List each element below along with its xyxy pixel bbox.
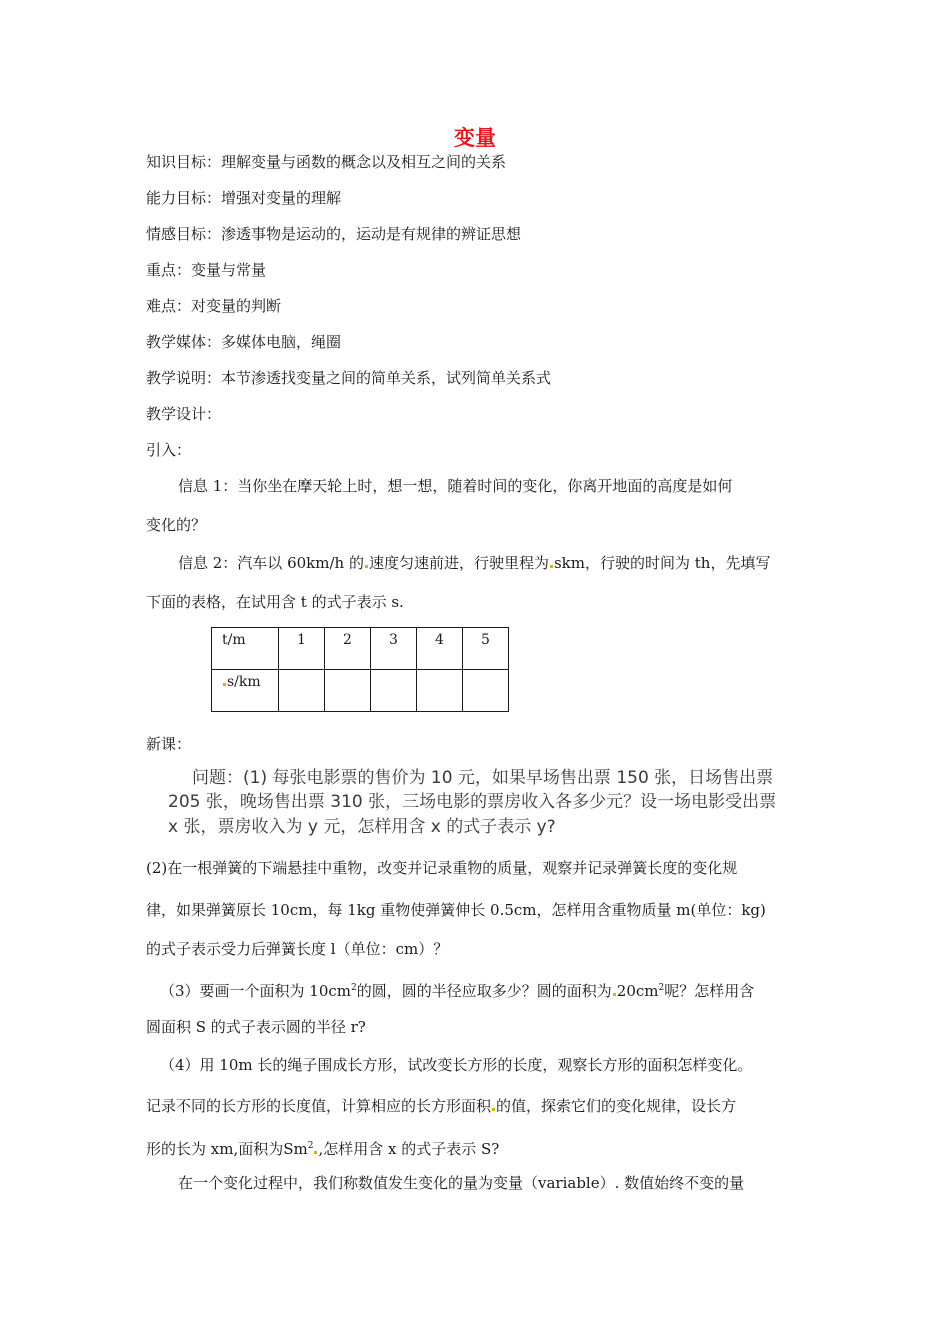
problem1-line2: 205 张，晚场售出票 310 张，三场电影的票房收入各多少元？设一场电影受出票 [168,792,777,812]
problem2-line3: 的式子表示受力后弹簧长度 l（单位：cm）？ [146,940,449,958]
info2-line1 [178,553,770,573]
table-cell [417,670,463,712]
goal-emotion: 情感目标：渗透事物是运动的，运动是有规律的辨证思想 [146,225,522,243]
problem3-line1 [160,978,754,1001]
goal-ability: 能力目标：增强对变量的理解 [146,189,342,207]
table-cell [279,670,325,712]
teaching-media: 教学媒体：多媒体电脑，绳圈 [146,333,342,351]
problem3-text-b: 的圆，圆的半径应取多少？圆的面积为 [356,982,612,1000]
marker-dot [613,993,616,996]
superscript-2: 2 [658,983,665,993]
goal-knowledge: 知识目标：理解变量与函数的概念以及相互之间的关系 [146,153,507,171]
problem4-line2 [146,1096,736,1116]
distance-table [211,627,509,712]
problem4-text-b: Sm [283,1140,308,1158]
problem3-text-c: 20cm [616,982,659,1000]
info2-text-b: 速度匀速前进，行驶里程为 [368,554,549,572]
problem4-text-b: 的值，探索它们的变化规律，设长方 [496,1097,737,1115]
problem4-text-a: 记录不同的长方形的长度值，计算相应的长方形面积 [146,1097,492,1115]
problem3-text-a: （3）要画一个面积为 10cm [160,982,352,1000]
marker-dot [550,565,553,568]
marker-dot [492,1108,495,1111]
marker-dot [365,565,368,568]
superscript-2: 2 [351,983,357,993]
problem4-text-c: ,怎样用含 x 的式子表示 S? [318,1140,500,1158]
problem1-line1: 问题：(1) 每张电影票的售价为 10 元，如果早场售出票 150 张，日场售出票 [192,768,774,788]
table-cell [325,670,371,712]
difficult-point: 难点：对变量的判断 [146,297,282,315]
table-col-5: 5 [463,628,509,670]
table-col-4: 4 [417,628,463,670]
introduction-heading: 引入： [146,441,192,459]
marker-dot [223,683,226,686]
problem4-text-a: 形的长为 xm,面积为 [146,1140,284,1158]
table-cell [463,670,509,712]
info2-text-c: skm，行驶的时间为 th，先填写 [553,554,771,572]
table-col-1: 1 [279,628,325,670]
teaching-design: 教学设计： [146,405,222,423]
info1-line1: 信息 1：当你坐在摩天轮上时，想一想，随着时间的变化，你离开地面的高度是如何 [178,477,733,495]
problem2-line1: (2)在一根弹簧的下端悬挂中重物，改变并记录重物的质量，观察并记录弹簧长度的变化规 [146,859,738,877]
info2-line2: 下面的表格，在试用含 t 的式子表示 s. [146,593,404,611]
definition-line: 在一个变化过程中，我们称数值发生变化的量为变量（variable）. 数值始终不变的量 [178,1174,745,1192]
table-row-label [212,670,279,712]
problem3-text-d: 呢？怎样用含 [664,982,755,1000]
problem1-line3: x 张，票房收入为 y 元，怎样用含 x 的式子表示 y? [168,817,556,837]
problem3-line2: 圆面积 S 的式子表示圆的半径 r? [146,1018,366,1036]
problem4-line3 [146,1136,499,1159]
table-row [212,628,509,670]
table-header-label: t/m [212,628,279,670]
page-title: 变量 [454,126,496,150]
key-point: 重点：变量与常量 [146,261,267,279]
problem2-line2: 律，如果弹簧原长 10cm，每 1kg 重物使弹簧伸长 0.5cm，怎样用含重物质量 m(单位：kg) [146,901,766,919]
info2-text-a: 信息 2：汽车以 60km/h 的 [178,554,364,572]
new-lesson-heading: 新课： [146,735,192,753]
superscript-2: 2 [307,1141,314,1151]
table-col-2: 2 [325,628,371,670]
table-col-3: 3 [371,628,417,670]
info1-line2: 变化的？ [146,516,207,534]
teaching-notes: 教学说明：本节渗透找变量之间的简单关系，试列简单关系式 [146,369,552,387]
table-row-label-text: s/km [227,674,261,690]
table-row [212,670,509,712]
table-cell [371,670,417,712]
problem4-line1: （4）用 10m 长的绳子围成长方形，试改变长方形的长度，观察长方形的面积怎样变化。 [160,1056,753,1074]
